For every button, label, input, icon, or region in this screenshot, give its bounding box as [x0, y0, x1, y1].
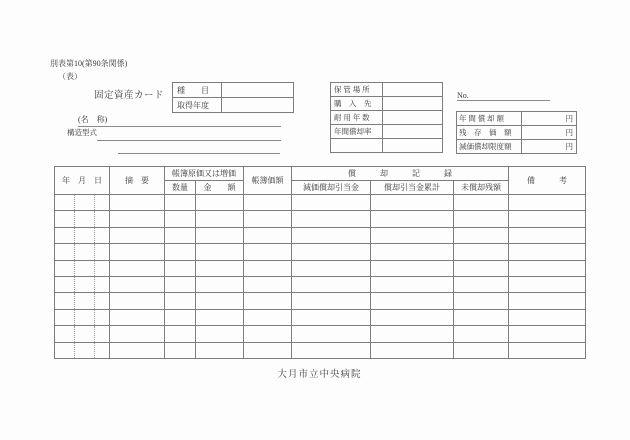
ledger-cell	[454, 309, 509, 325]
ledger-cell	[196, 227, 244, 243]
ledger-cell	[509, 260, 586, 276]
ledger-cell	[509, 309, 586, 325]
col-book-value-header: 帳簿価額	[244, 167, 292, 195]
supplier-label: 購 入 先	[331, 97, 383, 111]
ledger-cell	[371, 309, 454, 325]
storage-row	[331, 139, 443, 153]
ledger-cell	[196, 293, 244, 309]
ledger-cell	[110, 326, 165, 342]
date-part	[95, 211, 109, 226]
ledger-cell	[292, 244, 371, 260]
ledger-cell	[165, 309, 196, 325]
ledger-cell	[165, 211, 196, 227]
ledger-cell	[196, 342, 244, 358]
ledger-cell	[509, 293, 586, 309]
ledger-row	[55, 260, 586, 276]
date-part	[55, 326, 75, 341]
ledger-cell	[110, 211, 165, 227]
ledger-cell	[110, 195, 165, 211]
ledger-cell	[110, 293, 165, 309]
ledger-cell	[292, 227, 371, 243]
ledger-cell	[165, 293, 196, 309]
asset-name-line	[78, 126, 281, 127]
residual-value-label: 残 存 価 額	[457, 126, 522, 140]
ledger-cell	[110, 260, 165, 276]
col-cost-group-header: 帳簿原価又は増価	[165, 167, 244, 181]
storage-row	[331, 125, 443, 139]
col-remarks-header: 備 考	[509, 167, 586, 195]
ledger-row	[55, 326, 586, 342]
ledger-cell	[292, 342, 371, 358]
yen-unit: 円	[522, 140, 577, 154]
item-row	[173, 83, 294, 98]
date-year-month-day-split	[55, 343, 109, 358]
date-part	[55, 261, 75, 276]
ledger-row	[55, 276, 586, 292]
date-part	[75, 277, 95, 292]
ledger-cell	[165, 227, 196, 243]
date-part	[95, 195, 109, 210]
date-year-month-day-split	[55, 211, 109, 226]
ledger-cell	[371, 276, 454, 292]
ledger-cell	[509, 227, 586, 243]
date-part	[75, 326, 95, 341]
useful-life-label: 耐 用 年 数	[331, 111, 383, 125]
annual-depreciation-rate-value	[383, 125, 443, 139]
storage-place-label: 保 管 場 所	[331, 83, 383, 97]
ledger-cell	[110, 276, 165, 292]
ledger-cell	[110, 227, 165, 243]
ledger-cell	[509, 276, 586, 292]
item-category-table	[172, 82, 294, 113]
date-part	[95, 261, 109, 276]
ledger-cell	[509, 326, 586, 342]
useful-life-value	[383, 111, 443, 125]
date-year-month-day-split	[55, 277, 109, 292]
ledger-cell	[454, 276, 509, 292]
ledger-cell	[509, 342, 586, 358]
ledger-cell	[196, 211, 244, 227]
date-part	[75, 195, 95, 210]
annual-depreciation-rate-label: 年間償却率	[331, 125, 383, 139]
appendix-label: 別表第10(第90条関係)	[50, 59, 128, 68]
date-part	[55, 228, 75, 243]
ledger-cell	[244, 276, 292, 292]
amount-row	[457, 126, 577, 140]
ledger-cell	[292, 276, 371, 292]
ledger-cell	[244, 260, 292, 276]
date-part	[75, 261, 95, 276]
ledger-cell	[509, 211, 586, 227]
col-summary-header: 摘 要	[110, 167, 165, 195]
yen-unit: 円	[522, 112, 577, 126]
date-part	[95, 310, 109, 325]
ledger-cell	[196, 260, 244, 276]
date-part	[95, 343, 109, 358]
ledger-cell	[165, 195, 196, 211]
date-part	[55, 310, 75, 325]
date-part	[55, 293, 75, 308]
ledger-cell	[196, 244, 244, 260]
annual-depreciation-amount-label: 年 間 償 却 額	[457, 112, 522, 126]
col-amount-header: 金 額	[196, 181, 244, 195]
ledger-cell	[292, 195, 371, 211]
ledger-body	[55, 195, 586, 359]
col-reserve-total-header: 償却引当金累計	[371, 181, 454, 195]
date-part	[75, 293, 95, 308]
ledger-cell	[244, 309, 292, 325]
ledger-row	[55, 195, 586, 211]
sheet-marker: （表）	[58, 72, 82, 81]
ledger-cell	[196, 309, 244, 325]
ledger-cell	[371, 326, 454, 342]
ledger-cell	[454, 260, 509, 276]
ledger-cell	[454, 227, 509, 243]
item-category-value	[222, 83, 294, 98]
col-depreciation-group-header: 償 却 記 録	[292, 167, 509, 181]
date-part	[95, 228, 109, 243]
date-part	[75, 211, 95, 226]
ledger-cell	[165, 326, 196, 342]
ledger-cell	[196, 276, 244, 292]
ledger-cell	[454, 342, 509, 358]
amount-row	[457, 112, 577, 126]
ledger-header-row-1	[55, 167, 586, 181]
ledger-cell	[371, 195, 454, 211]
ledger-cell	[292, 211, 371, 227]
col-quantity-header: 数量	[165, 181, 196, 195]
ledger-cell	[244, 244, 292, 260]
date-year-month-day-split	[55, 293, 109, 308]
form-title: 固定資産カード	[94, 91, 165, 101]
blank-label	[331, 139, 383, 153]
supplier-value	[383, 97, 443, 111]
ledger-cell	[371, 227, 454, 243]
ledger-cell	[244, 211, 292, 227]
ledger-row	[55, 342, 586, 358]
ledger-cell	[165, 342, 196, 358]
date-part	[55, 277, 75, 292]
date-year-month-day-split	[55, 244, 109, 259]
col-depreciation-reserve-header: 減価償却引当金	[292, 181, 371, 195]
ledger-cell-date	[55, 293, 110, 309]
blank-value	[383, 139, 443, 153]
ledger-cell	[509, 195, 586, 211]
date-part	[75, 244, 95, 259]
ledger-cell	[371, 260, 454, 276]
date-part	[55, 244, 75, 259]
amount-row	[457, 140, 577, 154]
depreciation-amount-table	[456, 111, 577, 154]
ledger-cell	[165, 276, 196, 292]
date-part	[75, 310, 95, 325]
hospital-name: 大月市立中央病院	[277, 370, 362, 380]
ledger-cell	[110, 342, 165, 358]
storage-row	[331, 97, 443, 111]
date-year-month-day-split	[55, 310, 109, 325]
ledger-cell	[165, 260, 196, 276]
ledger-cell	[292, 326, 371, 342]
storage-row	[331, 111, 443, 125]
ledger-cell-date	[55, 227, 110, 243]
ledger-row	[55, 293, 586, 309]
ledger-cell	[110, 244, 165, 260]
ledger-cell-date	[55, 244, 110, 260]
ledger-cell-date	[55, 260, 110, 276]
ledger-cell	[244, 195, 292, 211]
ledger-cell	[454, 244, 509, 260]
depreciation-limit-label: 減価償却限度額	[457, 140, 522, 154]
storage-row	[331, 83, 443, 97]
date-year-month-day-split	[55, 228, 109, 243]
storage-info-table	[330, 82, 443, 153]
ledger-row	[55, 227, 586, 243]
ledger-cell	[196, 195, 244, 211]
asset-name-label: (名 称)	[78, 115, 108, 124]
ledger-cell	[244, 326, 292, 342]
ledger-cell-date	[55, 276, 110, 292]
ledger-cell	[292, 309, 371, 325]
ledger-cell	[454, 326, 509, 342]
ledger-cell	[371, 244, 454, 260]
date-part	[95, 244, 109, 259]
ledger-row	[55, 309, 586, 325]
date-part	[95, 293, 109, 308]
ledger-cell	[454, 195, 509, 211]
date-part	[55, 195, 75, 210]
card-number-field: No.	[457, 91, 550, 101]
ledger-header	[55, 167, 586, 195]
storage-place-value	[383, 83, 443, 97]
date-part	[75, 228, 95, 243]
ledger-table	[54, 166, 586, 359]
ledger-cell	[292, 293, 371, 309]
structure-type-label: 構造型式	[67, 128, 97, 137]
yen-unit: 円	[522, 126, 577, 140]
ledger-cell-date	[55, 211, 110, 227]
acquisition-year-label: 取得年度	[173, 98, 222, 113]
ledger-cell	[454, 211, 509, 227]
date-part	[55, 343, 75, 358]
item-category-label: 種 目	[173, 83, 222, 98]
acquisition-year-value	[222, 98, 294, 113]
extra-write-line	[118, 153, 280, 154]
ledger-cell-date	[55, 342, 110, 358]
ledger-cell-date	[55, 326, 110, 342]
ledger-row	[55, 244, 586, 260]
ledger-cell	[371, 342, 454, 358]
date-year-month-day-split	[55, 261, 109, 276]
col-undepreciated-balance-header: 未償却残額	[454, 181, 509, 195]
ledger-cell	[371, 293, 454, 309]
ledger-cell	[110, 309, 165, 325]
ledger-row	[55, 211, 586, 227]
date-year-month-day-split	[55, 195, 109, 210]
structure-type-line	[97, 140, 281, 141]
ledger-cell	[509, 244, 586, 260]
ledger-cell	[165, 244, 196, 260]
date-year-month-day-split	[55, 326, 109, 341]
ledger-cell	[244, 342, 292, 358]
ledger-cell	[244, 293, 292, 309]
ledger-cell	[371, 211, 454, 227]
ledger-cell	[196, 326, 244, 342]
date-part	[95, 326, 109, 341]
date-part	[75, 343, 95, 358]
ledger-cell	[292, 260, 371, 276]
col-date-header: 年 月 日	[55, 167, 110, 195]
date-part	[95, 277, 109, 292]
item-row	[173, 98, 294, 113]
ledger-cell-date	[55, 195, 110, 211]
ledger-cell-date	[55, 309, 110, 325]
ledger-cell	[454, 293, 509, 309]
ledger-cell	[244, 227, 292, 243]
date-part	[55, 211, 75, 226]
